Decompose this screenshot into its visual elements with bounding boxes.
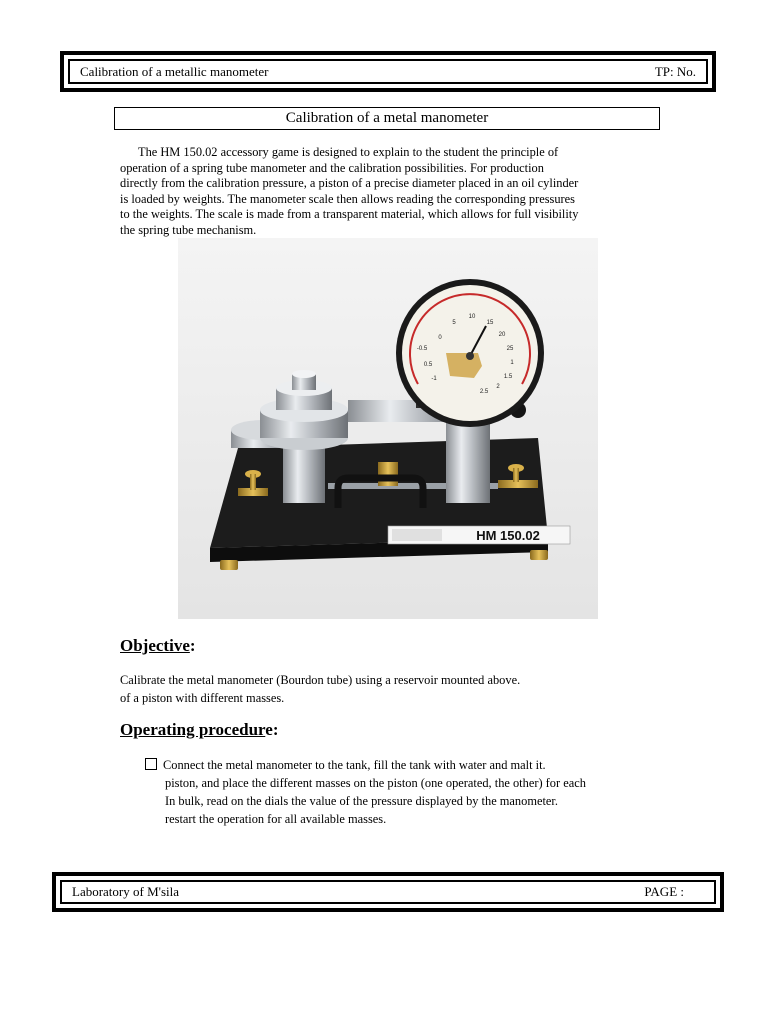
gauge-tick-label: 1.5 [503,374,513,380]
gauge-tick-label: 25 [506,346,514,352]
procedure-line: piston, and place the different masses on the piston (one operated, the other) for each [165,776,586,790]
piston-rod-top [292,370,316,378]
procedure-line: Connect the metal manometer to the tank, fill the tank with water and malt it. [145,756,665,774]
procedure-heading: Operating procedure: [120,720,279,739]
gauge-tick-label: 5 [452,320,456,326]
header-tp-number: TP: No. [654,63,696,79]
page-footer [52,872,724,912]
gauge-column [446,418,490,503]
gauge-tick-label: 2 [496,384,500,390]
intro-line: is loaded by weights. The manometer scale then allows reading the corresponding pressures [120,191,575,206]
gauge-tick-label: 15 [486,320,494,326]
objective-heading: Objective: [120,636,196,655]
gauge-tick-label: 10 [468,314,476,320]
intro-line: directly from the calibration pressure, a piston of a precise diameter placed in an oil cylinder [120,176,579,191]
manometer-apparatus-photo [178,238,598,619]
gauge-hub [466,352,474,360]
valve-stem [250,474,256,490]
model-label-text: HM 150.02 [476,528,540,543]
foot [530,550,548,560]
valve-stem [513,468,519,482]
objective-line: Calibrate the metal manometer (Bourdon tube) using a reservoir mounted above. [120,673,521,687]
intro-line: operation of a spring tube manometer and the calibration possibilities. For production [120,160,544,175]
bullet-icon [145,758,157,770]
gauge-tick-label: 1 [510,360,514,366]
intro-line: the spring tube mechanism. [120,222,257,237]
gauge-tick-label: 2.5 [479,389,489,395]
objective-line: of a piston with different masses. [120,691,285,705]
label-fine-print [392,529,442,541]
gauge-tick-label: 20 [498,332,506,338]
objective-text [120,671,680,707]
foot [220,560,238,570]
header-title: Calibration of a metallic manometer [80,63,269,79]
intro-line: to the weights. The scale is made from a transparent material, which allows for full visibility [120,207,579,222]
pipe-fitting [378,462,398,486]
page-header [60,51,716,92]
document-title: Calibration of a metal manometer [114,107,660,130]
procedure-line: restart the operation for all available masses. [165,812,387,826]
procedure-line: In bulk, read on the dials the value of the pressure displayed by the manometer. [165,794,558,808]
gauge-tick-label: 0 [438,335,442,341]
procedure-steps [145,756,665,828]
intro-paragraph [120,145,630,239]
gauge-tick-label: -0.5 [416,346,428,352]
footer-page-number: PAGE : [644,884,684,899]
gauge-tick-label: -1 [431,376,437,382]
intro-line: The HM 150.02 accessory game is designed to explain to the student the principle of [138,145,559,159]
gauge-tick-label: 0.5 [423,362,433,368]
footer-lab-name: Laboratory of M'sila [72,884,180,899]
